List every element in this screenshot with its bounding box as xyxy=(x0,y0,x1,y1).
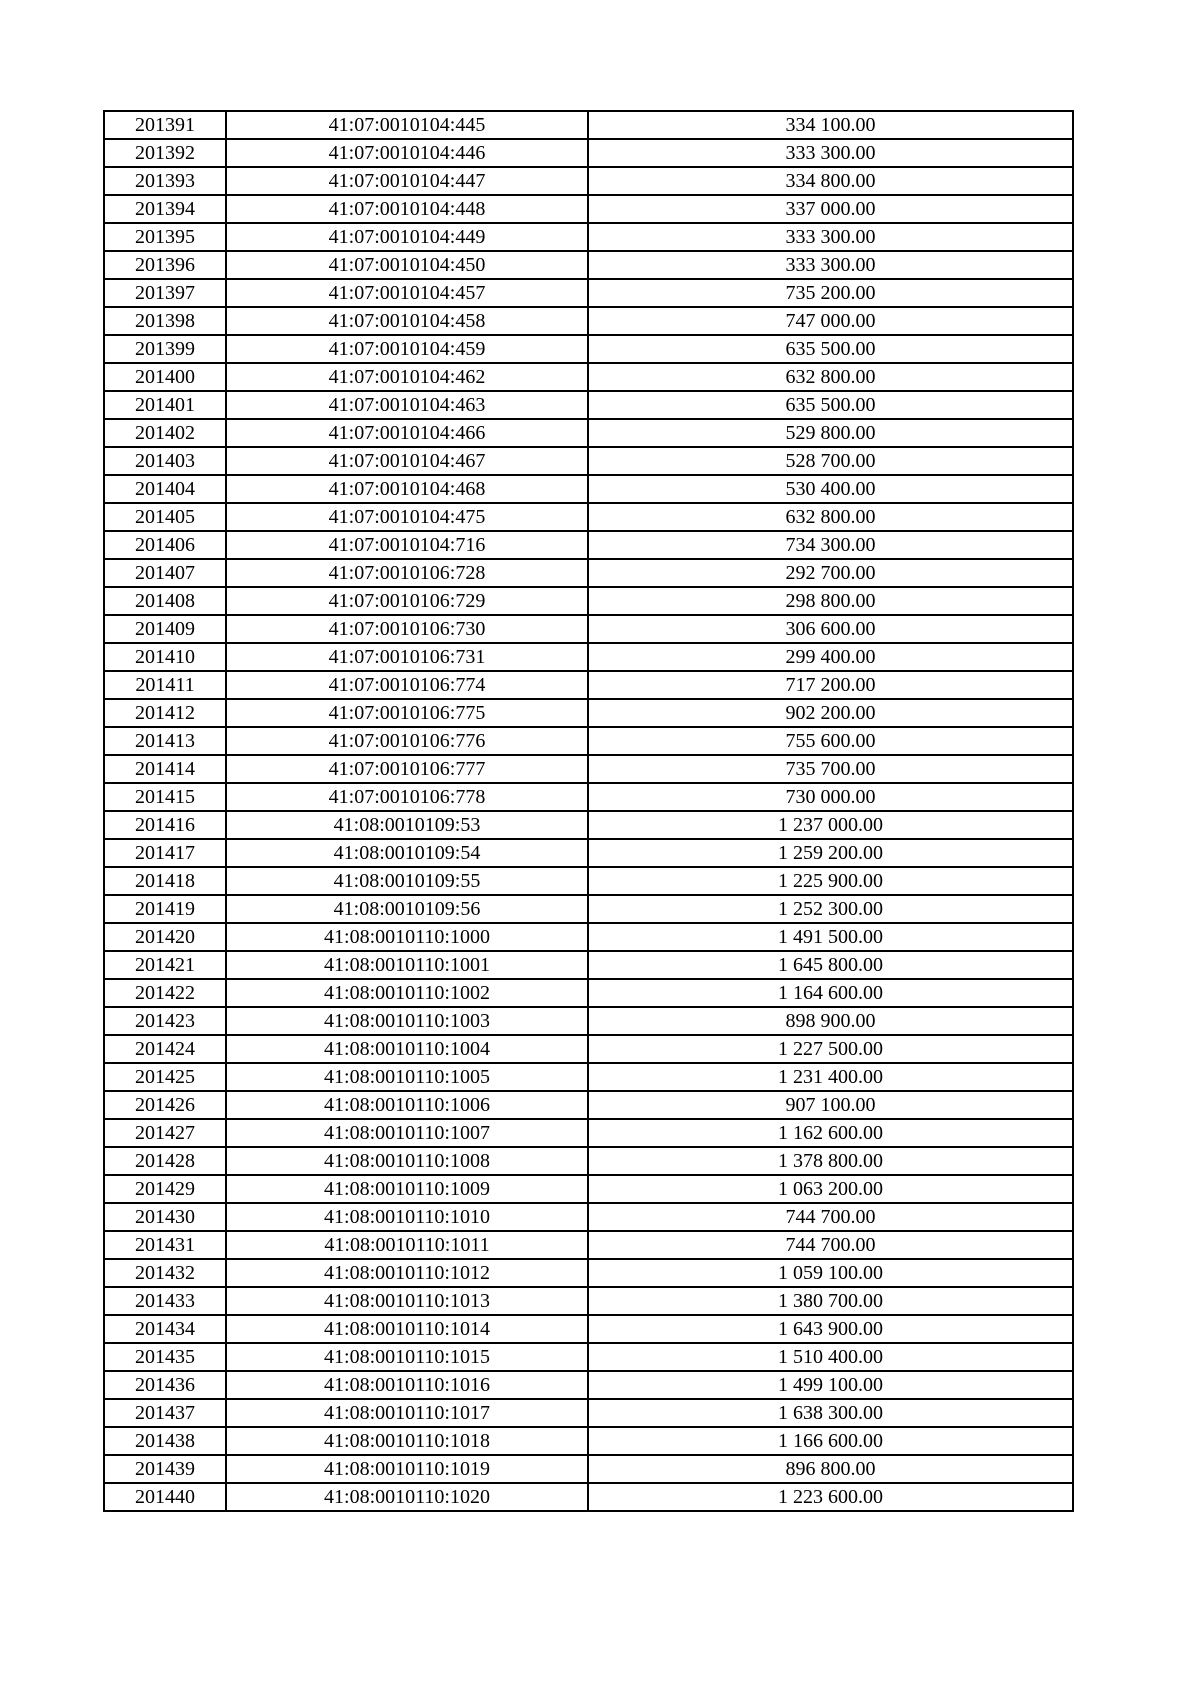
cadastral-value-cell: 1 223 600.00 xyxy=(588,1483,1073,1511)
row-number-cell: 201391 xyxy=(104,111,226,139)
table-row xyxy=(104,587,1073,615)
table-row xyxy=(104,1315,1073,1343)
row-number-cell: 201410 xyxy=(104,643,226,671)
cadastral-value-cell: 896 800.00 xyxy=(588,1455,1073,1483)
table-row xyxy=(104,1455,1073,1483)
table-row xyxy=(104,1203,1073,1231)
cadastral-value-cell: 632 800.00 xyxy=(588,363,1073,391)
row-number-cell: 201404 xyxy=(104,475,226,503)
table-row xyxy=(104,1063,1073,1091)
row-number-cell: 201411 xyxy=(104,671,226,699)
row-number-cell: 201408 xyxy=(104,587,226,615)
cadastral-value-table xyxy=(103,110,1074,1512)
table-row xyxy=(104,307,1073,335)
table-row xyxy=(104,811,1073,839)
cadastral-number-cell: 41:07:0010106:730 xyxy=(226,615,588,643)
cadastral-number-cell: 41:08:0010110:1005 xyxy=(226,1063,588,1091)
row-number-cell: 201419 xyxy=(104,895,226,923)
cadastral-number-cell: 41:08:0010109:55 xyxy=(226,867,588,895)
row-number-cell: 201409 xyxy=(104,615,226,643)
row-number-cell: 201417 xyxy=(104,839,226,867)
cadastral-value-cell: 1 643 900.00 xyxy=(588,1315,1073,1343)
cadastral-number-cell: 41:08:0010109:56 xyxy=(226,895,588,923)
cadastral-value-cell: 530 400.00 xyxy=(588,475,1073,503)
cadastral-number-cell: 41:07:0010104:458 xyxy=(226,307,588,335)
cadastral-number-cell: 41:08:0010110:1019 xyxy=(226,1455,588,1483)
table-row xyxy=(104,167,1073,195)
table-row xyxy=(104,195,1073,223)
cadastral-number-cell: 41:07:0010104:450 xyxy=(226,251,588,279)
row-number-cell: 201438 xyxy=(104,1427,226,1455)
cadastral-number-cell: 41:08:0010110:1003 xyxy=(226,1007,588,1035)
table-row xyxy=(104,867,1073,895)
cadastral-number-cell: 41:07:0010104:445 xyxy=(226,111,588,139)
row-number-cell: 201437 xyxy=(104,1399,226,1427)
cadastral-value-cell: 529 800.00 xyxy=(588,419,1073,447)
table-row xyxy=(104,223,1073,251)
table-row xyxy=(104,1147,1073,1175)
row-number-cell: 201406 xyxy=(104,531,226,559)
cadastral-number-cell: 41:08:0010110:1004 xyxy=(226,1035,588,1063)
table-row xyxy=(104,643,1073,671)
cadastral-value-cell: 1 166 600.00 xyxy=(588,1427,1073,1455)
table-row xyxy=(104,1007,1073,1035)
cadastral-number-cell: 41:08:0010109:53 xyxy=(226,811,588,839)
table-row xyxy=(104,1035,1073,1063)
cadastral-value-cell: 744 700.00 xyxy=(588,1203,1073,1231)
cadastral-number-cell: 41:07:0010106:776 xyxy=(226,727,588,755)
table-row xyxy=(104,1119,1073,1147)
row-number-cell: 201439 xyxy=(104,1455,226,1483)
cadastral-value-cell: 1 380 700.00 xyxy=(588,1287,1073,1315)
table-row xyxy=(104,1399,1073,1427)
cadastral-number-cell: 41:07:0010104:463 xyxy=(226,391,588,419)
row-number-cell: 201434 xyxy=(104,1315,226,1343)
row-number-cell: 201431 xyxy=(104,1231,226,1259)
row-number-cell: 201401 xyxy=(104,391,226,419)
cadastral-number-cell: 41:08:0010110:1018 xyxy=(226,1427,588,1455)
cadastral-value-cell: 1 227 500.00 xyxy=(588,1035,1073,1063)
cadastral-number-cell: 41:08:0010110:1011 xyxy=(226,1231,588,1259)
row-number-cell: 201426 xyxy=(104,1091,226,1119)
row-number-cell: 201424 xyxy=(104,1035,226,1063)
cadastral-value-cell: 735 700.00 xyxy=(588,755,1073,783)
row-number-cell: 201416 xyxy=(104,811,226,839)
cadastral-value-cell: 1 225 900.00 xyxy=(588,867,1073,895)
row-number-cell: 201422 xyxy=(104,979,226,1007)
table-row xyxy=(104,727,1073,755)
cadastral-number-cell: 41:07:0010104:716 xyxy=(226,531,588,559)
cadastral-value-cell: 299 400.00 xyxy=(588,643,1073,671)
cadastral-number-cell: 41:07:0010104:462 xyxy=(226,363,588,391)
row-number-cell: 201405 xyxy=(104,503,226,531)
table-row xyxy=(104,531,1073,559)
table-row xyxy=(104,1343,1073,1371)
row-number-cell: 201436 xyxy=(104,1371,226,1399)
cadastral-number-cell: 41:07:0010104:447 xyxy=(226,167,588,195)
cadastral-number-cell: 41:07:0010104:459 xyxy=(226,335,588,363)
table-row xyxy=(104,1259,1073,1287)
cadastral-number-cell: 41:07:0010106:775 xyxy=(226,699,588,727)
cadastral-number-cell: 41:07:0010106:778 xyxy=(226,783,588,811)
cadastral-value-cell: 1 237 000.00 xyxy=(588,811,1073,839)
table-row xyxy=(104,839,1073,867)
cadastral-value-cell: 333 300.00 xyxy=(588,139,1073,167)
row-number-cell: 201395 xyxy=(104,223,226,251)
cadastral-number-cell: 41:07:0010106:731 xyxy=(226,643,588,671)
cadastral-number-cell: 41:07:0010104:466 xyxy=(226,419,588,447)
cadastral-value-cell: 734 300.00 xyxy=(588,531,1073,559)
cadastral-value-cell: 334 800.00 xyxy=(588,167,1073,195)
cadastral-value-cell: 755 600.00 xyxy=(588,727,1073,755)
table-row xyxy=(104,1287,1073,1315)
cadastral-number-cell: 41:07:0010106:777 xyxy=(226,755,588,783)
cadastral-value-cell: 902 200.00 xyxy=(588,699,1073,727)
row-number-cell: 201430 xyxy=(104,1203,226,1231)
cadastral-value-cell: 334 100.00 xyxy=(588,111,1073,139)
table-body xyxy=(104,111,1073,1511)
row-number-cell: 201440 xyxy=(104,1483,226,1511)
table-row xyxy=(104,503,1073,531)
row-number-cell: 201394 xyxy=(104,195,226,223)
table-row xyxy=(104,671,1073,699)
table-row xyxy=(104,1427,1073,1455)
cadastral-number-cell: 41:08:0010110:1006 xyxy=(226,1091,588,1119)
row-number-cell: 201392 xyxy=(104,139,226,167)
cadastral-value-cell: 1 252 300.00 xyxy=(588,895,1073,923)
cadastral-number-cell: 41:08:0010110:1015 xyxy=(226,1343,588,1371)
cadastral-number-cell: 41:07:0010104:448 xyxy=(226,195,588,223)
table-row xyxy=(104,475,1073,503)
cadastral-number-cell: 41:08:0010110:1010 xyxy=(226,1203,588,1231)
table-row xyxy=(104,559,1073,587)
cadastral-number-cell: 41:08:0010110:1016 xyxy=(226,1371,588,1399)
cadastral-value-cell: 898 900.00 xyxy=(588,1007,1073,1035)
table-row xyxy=(104,335,1073,363)
table-row xyxy=(104,615,1073,643)
row-number-cell: 201396 xyxy=(104,251,226,279)
row-number-cell: 201418 xyxy=(104,867,226,895)
cadastral-value-cell: 306 600.00 xyxy=(588,615,1073,643)
table-row xyxy=(104,111,1073,139)
table-row xyxy=(104,447,1073,475)
table-row xyxy=(104,1483,1073,1511)
row-number-cell: 201425 xyxy=(104,1063,226,1091)
cadastral-value-cell: 298 800.00 xyxy=(588,587,1073,615)
row-number-cell: 201420 xyxy=(104,923,226,951)
cadastral-number-cell: 41:08:0010110:1009 xyxy=(226,1175,588,1203)
table-row xyxy=(104,391,1073,419)
cadastral-value-cell: 333 300.00 xyxy=(588,251,1073,279)
cadastral-value-cell: 1 510 400.00 xyxy=(588,1343,1073,1371)
cadastral-number-cell: 41:07:0010104:475 xyxy=(226,503,588,531)
cadastral-value-cell: 1 491 500.00 xyxy=(588,923,1073,951)
table-row xyxy=(104,279,1073,307)
row-number-cell: 201412 xyxy=(104,699,226,727)
row-number-cell: 201397 xyxy=(104,279,226,307)
cadastral-value-cell: 1 063 200.00 xyxy=(588,1175,1073,1203)
cadastral-value-cell: 735 200.00 xyxy=(588,279,1073,307)
cadastral-value-cell: 337 000.00 xyxy=(588,195,1073,223)
cadastral-value-cell: 635 500.00 xyxy=(588,391,1073,419)
cadastral-number-cell: 41:07:0010106:728 xyxy=(226,559,588,587)
row-number-cell: 201393 xyxy=(104,167,226,195)
cadastral-value-cell: 747 000.00 xyxy=(588,307,1073,335)
table-row xyxy=(104,895,1073,923)
table-row xyxy=(104,783,1073,811)
cadastral-number-cell: 41:07:0010106:729 xyxy=(226,587,588,615)
table-row xyxy=(104,923,1073,951)
cadastral-value-cell: 717 200.00 xyxy=(588,671,1073,699)
cadastral-value-cell: 1 638 300.00 xyxy=(588,1399,1073,1427)
table-row xyxy=(104,755,1073,783)
row-number-cell: 201402 xyxy=(104,419,226,447)
cadastral-number-cell: 41:07:0010104:446 xyxy=(226,139,588,167)
cadastral-number-cell: 41:07:0010104:468 xyxy=(226,475,588,503)
cadastral-number-cell: 41:08:0010110:1014 xyxy=(226,1315,588,1343)
cadastral-number-cell: 41:08:0010110:1020 xyxy=(226,1483,588,1511)
cadastral-number-cell: 41:08:0010110:1013 xyxy=(226,1287,588,1315)
row-number-cell: 201421 xyxy=(104,951,226,979)
row-number-cell: 201429 xyxy=(104,1175,226,1203)
row-number-cell: 201399 xyxy=(104,335,226,363)
cadastral-value-cell: 1 378 800.00 xyxy=(588,1147,1073,1175)
cadastral-value-cell: 333 300.00 xyxy=(588,223,1073,251)
cadastral-number-cell: 41:08:0010109:54 xyxy=(226,839,588,867)
cadastral-value-cell: 730 000.00 xyxy=(588,783,1073,811)
cadastral-number-cell: 41:07:0010106:774 xyxy=(226,671,588,699)
row-number-cell: 201413 xyxy=(104,727,226,755)
cadastral-number-cell: 41:08:0010110:1000 xyxy=(226,923,588,951)
table-row xyxy=(104,139,1073,167)
table-row xyxy=(104,1371,1073,1399)
cadastral-value-cell: 1 231 400.00 xyxy=(588,1063,1073,1091)
table-row xyxy=(104,699,1073,727)
cadastral-number-cell: 41:08:0010110:1001 xyxy=(226,951,588,979)
table-row xyxy=(104,419,1073,447)
cadastral-number-cell: 41:08:0010110:1002 xyxy=(226,979,588,1007)
cadastral-number-cell: 41:08:0010110:1008 xyxy=(226,1147,588,1175)
row-number-cell: 201423 xyxy=(104,1007,226,1035)
cadastral-value-cell: 632 800.00 xyxy=(588,503,1073,531)
row-number-cell: 201428 xyxy=(104,1147,226,1175)
cadastral-value-cell: 1 162 600.00 xyxy=(588,1119,1073,1147)
table-row xyxy=(104,251,1073,279)
cadastral-value-cell: 1 164 600.00 xyxy=(588,979,1073,1007)
cadastral-value-cell: 744 700.00 xyxy=(588,1231,1073,1259)
table-row xyxy=(104,1175,1073,1203)
cadastral-number-cell: 41:08:0010110:1012 xyxy=(226,1259,588,1287)
cadastral-value-cell: 1 059 100.00 xyxy=(588,1259,1073,1287)
cadastral-value-cell: 635 500.00 xyxy=(588,335,1073,363)
cadastral-value-cell: 1 499 100.00 xyxy=(588,1371,1073,1399)
cadastral-value-cell: 292 700.00 xyxy=(588,559,1073,587)
table-row xyxy=(104,979,1073,1007)
table-row xyxy=(104,363,1073,391)
table-row xyxy=(104,1091,1073,1119)
row-number-cell: 201415 xyxy=(104,783,226,811)
row-number-cell: 201433 xyxy=(104,1287,226,1315)
cadastral-number-cell: 41:07:0010104:457 xyxy=(226,279,588,307)
cadastral-value-cell: 528 700.00 xyxy=(588,447,1073,475)
cadastral-value-cell: 1 645 800.00 xyxy=(588,951,1073,979)
row-number-cell: 201407 xyxy=(104,559,226,587)
cadastral-number-cell: 41:08:0010110:1017 xyxy=(226,1399,588,1427)
cadastral-number-cell: 41:07:0010104:449 xyxy=(226,223,588,251)
cadastral-number-cell: 41:08:0010110:1007 xyxy=(226,1119,588,1147)
row-number-cell: 201400 xyxy=(104,363,226,391)
row-number-cell: 201398 xyxy=(104,307,226,335)
row-number-cell: 201403 xyxy=(104,447,226,475)
row-number-cell: 201432 xyxy=(104,1259,226,1287)
table-row xyxy=(104,951,1073,979)
cadastral-value-cell: 1 259 200.00 xyxy=(588,839,1073,867)
row-number-cell: 201427 xyxy=(104,1119,226,1147)
cadastral-value-cell: 907 100.00 xyxy=(588,1091,1073,1119)
table-row xyxy=(104,1231,1073,1259)
cadastral-number-cell: 41:07:0010104:467 xyxy=(226,447,588,475)
row-number-cell: 201414 xyxy=(104,755,226,783)
row-number-cell: 201435 xyxy=(104,1343,226,1371)
